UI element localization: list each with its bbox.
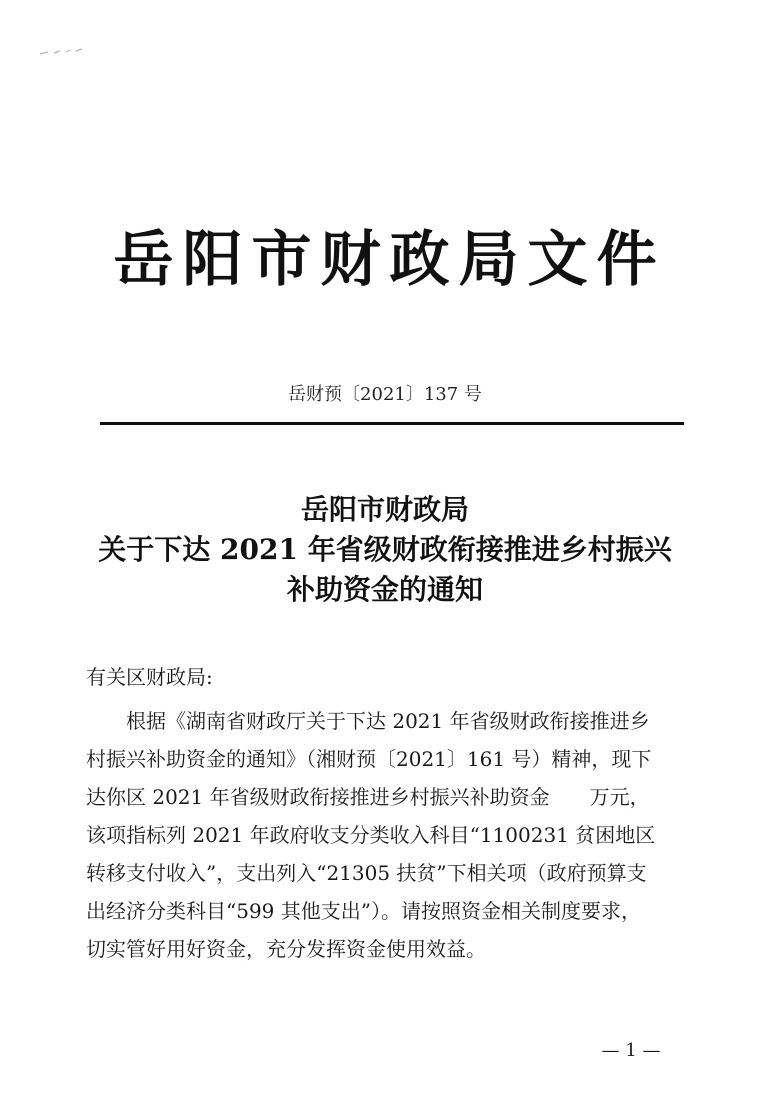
scan-artifact bbox=[36, 44, 96, 58]
body-line: 达你区 2021 年省级财政衔接推进乡村振兴补助资金 万元， bbox=[86, 785, 650, 809]
body-line: 出经济分类科目“599 其他支出”）。请按照资金相关制度要求， bbox=[86, 899, 641, 923]
body-line: 切实管好用好资金，充分发挥资金使用效益。 bbox=[86, 937, 486, 961]
salutation: 有关区财政局: bbox=[86, 665, 213, 689]
body-line: 根据《湖南省财政厅关于下达 2021 年省级财政衔接推进乡 bbox=[86, 709, 650, 733]
header-divider bbox=[100, 422, 684, 425]
page-number: — 1 — bbox=[601, 1040, 661, 1061]
notice-title-line-1: 岳阳市财政局 bbox=[300, 493, 469, 526]
body-line: 村振兴补助资金的通知》（湘财预〔2021〕161 号）精神，现下 bbox=[86, 747, 652, 771]
body-paragraph bbox=[86, 702, 686, 968]
body-line: 该项指标列 2021 年政府收支分类收入科目“1100231 贫困地区 bbox=[86, 823, 656, 847]
notice-title bbox=[0, 490, 770, 610]
document-header-title: 岳阳市财政局文件 bbox=[113, 225, 666, 295]
document-number: 岳财预〔2021〕137 号 bbox=[288, 384, 482, 405]
body-line: 转移支付收入”，支出列入“21305 扶贫”下相关项（政府预算支 bbox=[86, 861, 647, 885]
notice-title-line-3: 补助资金的通知 bbox=[286, 573, 483, 606]
notice-title-line-2: 关于下达 2021 年省级财政衔接推进乡村振兴 bbox=[98, 533, 672, 566]
